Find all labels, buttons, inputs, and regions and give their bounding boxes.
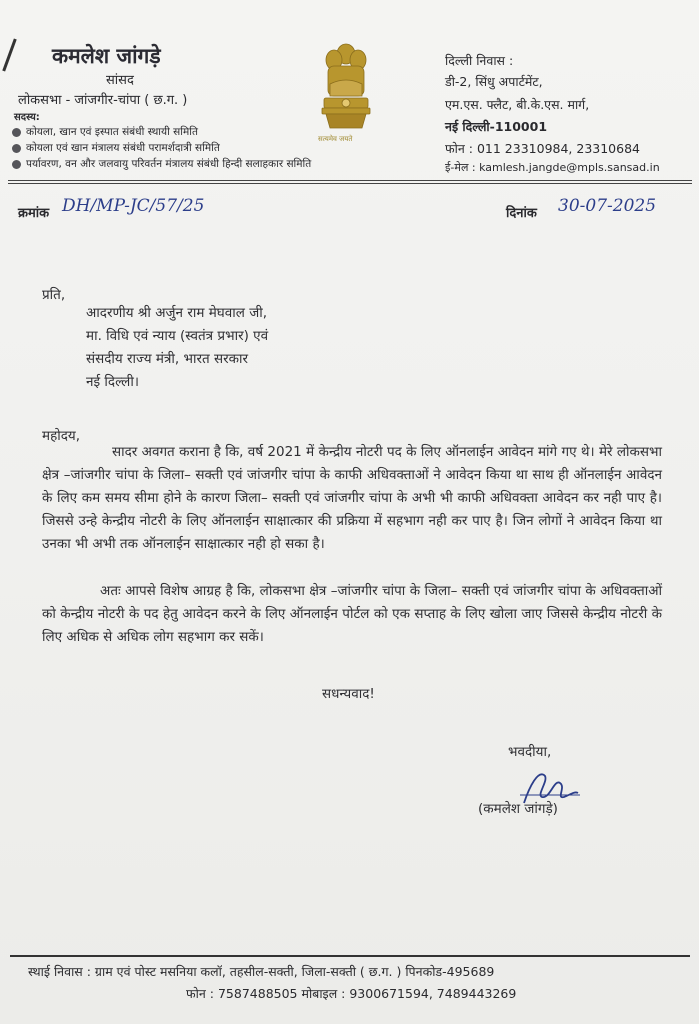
emblem-caption: सत्यमेव जयते [318, 135, 353, 143]
delhi-address-line: एम.एस. फ्लैट, बी.के.एस. मार्ग, [445, 97, 590, 112]
committee-item: कोयला, खान एवं इस्पात संबंधी स्थायी समिति [12, 125, 198, 139]
delhi-address-line: नई दिल्ली-110001 [445, 119, 548, 134]
slash-mark [2, 39, 16, 72]
national-emblem-icon [316, 40, 376, 132]
committee-item: पर्यावरण, वन और जलवायु परिवर्तन मंत्रालय संबंधी हिन्दी सलाहकार समिति [12, 157, 311, 171]
recipient-line: नई दिल्ली। [86, 374, 139, 390]
committee-item: कोयला एवं खान मंत्रालय संबंधी परामर्शदात्री समिति [12, 141, 220, 155]
date-label: दिनांक [506, 206, 537, 221]
delhi-address-line: डी-2, सिंधु अपार्टमेंट, [445, 74, 543, 89]
footer-divider [10, 955, 690, 957]
mp-name: कमलेश जांगड़े [52, 44, 161, 68]
prati: प्रति, [42, 287, 66, 303]
recipient-line: संसदीय राज्य मंत्री, भारत सरकार [86, 351, 249, 367]
header-divider [8, 180, 692, 181]
body-paragraph: अतः आपसे विशेष आग्रह है कि, लोकसभा क्षेत्र –जांजगीर चांपा के जिला– सक्ती एवं जांजगीर चांपा के अधिवक्ताओं को केन्द्रीय नोटरी के पद हेतु आवेदन करने के लिए ऑनलाईन पोर्टल को एक सप्ताह के लिए खोला जाए जिससे केन्द्रीय नोटरी के लिए अधिक से अधिक लोग सहभाग कर सकें। [42, 583, 662, 645]
date-value: 30-07-2025 [558, 196, 657, 216]
mp-role: सांसद [106, 73, 134, 88]
signed-name: (कमलेश जांगड़े) [478, 801, 558, 817]
body-paragraph: सादर अवगत कराना है कि, वर्ष 2021 में केन्द्रीय नोटरी पद के लिए ऑनलाईन आवेदन मांगे गए थे। मेरे लोकसभा क्षेत्र –जांजगीर चांपा के जिला– सक्ती एवं जांजगीर चांपा के काफी अधिवक्ताओं ने आवेदन किया था साथ ही ऑनलाईन आवेदन के लिए कम समय सीमा होने के कारण जिला– सक्ती एवं जांजगीर चांपा के अभी भी काफी अधिवक्ता आवेदन कर नही पाए है। जिससे उन्हे केन्द्रीय नोटरी के लिए ऑनलाईन साक्षात्कार की प्रक्रिया में सहभाग नही कर पाए है। जिन लोगों ने आवेदन किया था उनका भी अभी तक ऑनलाईन साक्षात्कार नही हो सका है। [42, 444, 662, 552]
bullet-icon [12, 144, 21, 153]
recipient-line: आदरणीय श्री अर्जुन राम मेघवाल जी, [86, 305, 268, 321]
bullet-icon [12, 128, 21, 137]
recipient-line: मा. विधि एवं न्याय (स्वतंत्र प्रभार) एवं [86, 328, 269, 344]
delhi-email: ई-मेल : kamlesh.jangde@mpls.sansad.in [445, 161, 660, 174]
thanks: सधन्यवाद! [322, 686, 375, 702]
delhi-address-label: दिल्ली निवास : [445, 53, 514, 68]
ref-label: क्रमांक [18, 206, 50, 221]
closing: भवदीया, [508, 744, 552, 760]
constituency: लोकसभा - जांजगीर-चांपा ( छ.ग. ) [18, 93, 188, 108]
bullet-icon [12, 160, 21, 169]
permanent-address: स्थाई निवास : ग्राम एवं पोस्ट मसनिया कलॉ, तहसील-सक्ती, जिला-सक्ती ( छ.ग. ) पिनकोड-495689 [28, 964, 495, 979]
memberships-label: सदस्य: [14, 112, 40, 123]
salutation: महोदय, [42, 428, 81, 444]
footer-phones: फोन : 7587488505 मोबाइल : 9300671594, 7489443269 [186, 986, 517, 1001]
header-divider [8, 183, 692, 184]
ref-number: DH/MP-JC/57/25 [62, 196, 205, 216]
delhi-phone: फोन : 011 23310984, 23310684 [445, 141, 640, 156]
